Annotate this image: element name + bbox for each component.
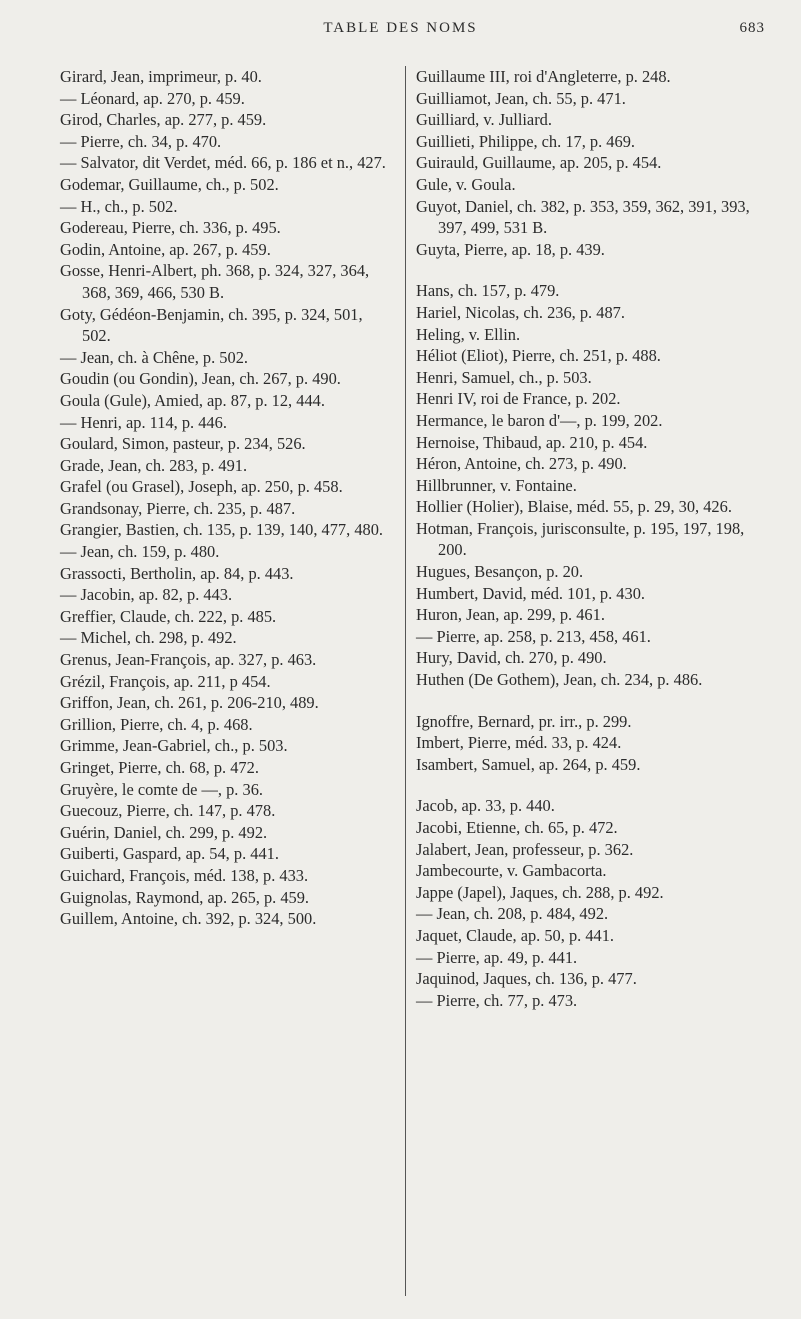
index-entry: Jacobi, Etienne, ch. 65, p. 472. (416, 818, 618, 837)
section-gap (416, 260, 756, 280)
section-gap (416, 775, 756, 795)
index-entry: Huron, Jean, ap. 299, p. 461. (416, 605, 605, 625)
index-entry: Griffon, Jean, ch. 261, p. 206-210, 489. (60, 693, 319, 713)
index-entry: Imbert, Pierre, méd. 33, p. 424. (416, 733, 622, 753)
index-entry: — Salvator, dit Verdet, méd. 66, p. 186 et n., 427. (60, 153, 386, 173)
index-entry: Girard, Jean, imprimeur, p. 40. (60, 67, 262, 86)
index-entry: — Pierre, ap. 49, p. 441. (416, 947, 578, 967)
index-entry: Hariel, Nicolas, ch. 236, p. 487. (416, 302, 625, 322)
index-entry: Henri, Samuel, ch., p. 503. (416, 367, 592, 387)
index-entry: Jappe (Japel), Jaques, ch. 288, p. 492. (416, 882, 664, 902)
index-entry: Gosse, Henri-Albert, ph. 368, p. 324, 327, 364, 368, 369, 466, 530 B. (60, 261, 370, 302)
index-entry: Greffier, Claude, ch. 222, p. 485. (60, 606, 277, 626)
index-entry: Goulard, Simon, pasteur, p. 234, 526. (60, 434, 306, 454)
index-entry: Jacob, ap. 33, p. 440. (416, 796, 555, 816)
index-entry: — Henri, ap. 114, p. 446. (60, 412, 227, 432)
index-entry: Grillion, Pierre, ch. 4, p. 468. (60, 714, 253, 734)
index-entry: Jambecourte, v. Gambacorta. (416, 861, 607, 881)
page-header (0, 20, 801, 50)
index-entry: — Jean, ch. à Chêne, p. 502. (60, 347, 248, 367)
index-entry: Hermance, le baron d'—, p. 199, 202. (416, 410, 663, 430)
index-entry: — Jean, ch. 208, p. 484, 492. (416, 904, 609, 924)
index-entry: Grade, Jean, ch. 283, p. 491. (60, 455, 248, 475)
index-column-left (60, 66, 395, 930)
index-entry: — H., ch., p. 502. (60, 196, 178, 216)
index-entry: Grafel (ou Grasel), Joseph, ap. 250, p. 458. (60, 477, 343, 497)
index-entry: Henri IV, roi de France, p. 202. (416, 389, 621, 409)
index-entry: Guillaume III, roi d'Angleterre, p. 248. (416, 67, 671, 86)
index-entry: Hollier (Holier), Blaise, méd. 55, p. 29, 30, 426. (416, 497, 732, 517)
index-entry: — Michel, ch. 298, p. 492. (60, 628, 237, 648)
index-entry: Guecouz, Pierre, ch. 147, p. 478. (60, 801, 276, 821)
index-entry: Huthen (De Gothem), Jean, ch. 234, p. 486. (416, 670, 703, 690)
index-entry: Guillem, Antoine, ch. 392, p. 324, 500. (60, 909, 317, 929)
index-entry: Guiberti, Gaspard, ap. 54, p. 441. (60, 844, 279, 864)
index-entry: Grézil, François, ap. 211, p 454. (60, 671, 271, 691)
index-entry: Godereau, Pierre, ch. 336, p. 495. (60, 218, 281, 238)
index-entry: Grandsonay, Pierre, ch. 235, p. 487. (60, 498, 296, 518)
index-entry: Hotman, François, jurisconsulte, p. 195, 197, 198, 200. (416, 518, 745, 560)
section-gap (416, 691, 756, 711)
index-entry: Godin, Antoine, ap. 267, p. 459. (60, 239, 271, 259)
index-entry: Hernoise, Thibaud, ap. 210, p. 454. (416, 432, 648, 452)
index-entry: Guichard, François, méd. 138, p. 433. (60, 865, 309, 885)
index-entry: Guyta, Pierre, ap. 18, p. 439. (416, 239, 605, 259)
index-entry: Isambert, Samuel, ap. 264, p. 459. (416, 754, 641, 774)
index-entry: Goty, Gédéon-Benjamin, ch. 395, p. 324, 501, 502. (60, 304, 363, 346)
index-entry: Heling, v. Ellin. (416, 324, 521, 344)
index-entry: — Pierre, ch. 77, p. 473. (416, 990, 578, 1010)
index-entry: Hans, ch. 157, p. 479. (416, 281, 560, 301)
index-entry: Guillieti, Philippe, ch. 17, p. 469. (416, 131, 635, 151)
index-entry: Guilliamot, Jean, ch. 55, p. 471. (416, 88, 626, 108)
index-entry: Gule, v. Goula. (416, 174, 516, 194)
index-entry: Goula (Gule), Amied, ap. 87, p. 12, 444. (60, 390, 325, 410)
index-entry: Ignoffre, Bernard, pr. irr., p. 299. (416, 711, 632, 731)
index-entry: Guirauld, Guillaume, ap. 205, p. 454. (416, 153, 662, 173)
index-entry: Godemar, Guillaume, ch., p. 502. (60, 174, 279, 194)
index-entry: Héron, Antoine, ch. 273, p. 490. (416, 454, 627, 474)
index-entry: Hury, David, ch. 270, p. 490. (416, 648, 607, 668)
index-entry: Guyot, Daniel, ch. 382, p. 353, 359, 362, 391, 393, 397, 499, 531 B. (416, 196, 750, 238)
index-entry: Grangier, Bastien, ch. 135, p. 139, 140, 477, 480. (60, 520, 384, 540)
index-entry: Grassocti, Bertholin, ap. 84, p. 443. (60, 563, 294, 583)
index-entry: — Pierre, ch. 34, p. 470. (60, 131, 222, 151)
index-entry: Grimme, Jean-Gabriel, ch., p. 503. (60, 736, 288, 756)
index-entry: — Pierre, ap. 258, p. 213, 458, 461. (416, 626, 651, 646)
index-entry: Héliot (Eliot), Pierre, ch. 251, p. 488. (416, 346, 661, 366)
index-entry: Hugues, Besançon, p. 20. (416, 562, 584, 582)
index-entry: Grenus, Jean-François, ap. 327, p. 463. (60, 650, 317, 670)
running-title: TABLE DES NOMS (323, 20, 478, 36)
index-entry: Humbert, David, méd. 101, p. 430. (416, 583, 645, 603)
index-entry: — Jean, ch. 159, p. 480. (60, 542, 220, 562)
index-entry: Jalabert, Jean, professeur, p. 362. (416, 839, 634, 859)
index-entry: Jaquet, Claude, ap. 50, p. 441. (416, 925, 615, 945)
index-entry: Hillbrunner, v. Fontaine. (416, 475, 577, 495)
index-entry: Goudin (ou Gondin), Jean, ch. 267, p. 490. (60, 369, 341, 389)
index-entry: — Jacobin, ap. 82, p. 443. (60, 585, 233, 605)
index-entry: Jaquinod, Jaques, ch. 136, p. 477. (416, 969, 637, 989)
index-entry: Guilliard, v. Julliard. (416, 110, 552, 130)
column-divider (405, 66, 406, 1296)
index-entry: Girod, Charles, ap. 277, p. 459. (60, 110, 267, 130)
index-entry: — Léonard, ap. 270, p. 459. (60, 88, 245, 108)
index-entry: Guignolas, Raymond, ap. 265, p. 459. (60, 887, 310, 907)
page-number: 683 (739, 20, 765, 36)
index-entry: Gringet, Pierre, ch. 68, p. 472. (60, 758, 259, 777)
index-entry: Guérin, Daniel, ch. 299, p. 492. (60, 822, 268, 842)
index-column-right (416, 66, 756, 1011)
index-entry: Gruyère, le comte de —, p. 36. (60, 779, 263, 799)
